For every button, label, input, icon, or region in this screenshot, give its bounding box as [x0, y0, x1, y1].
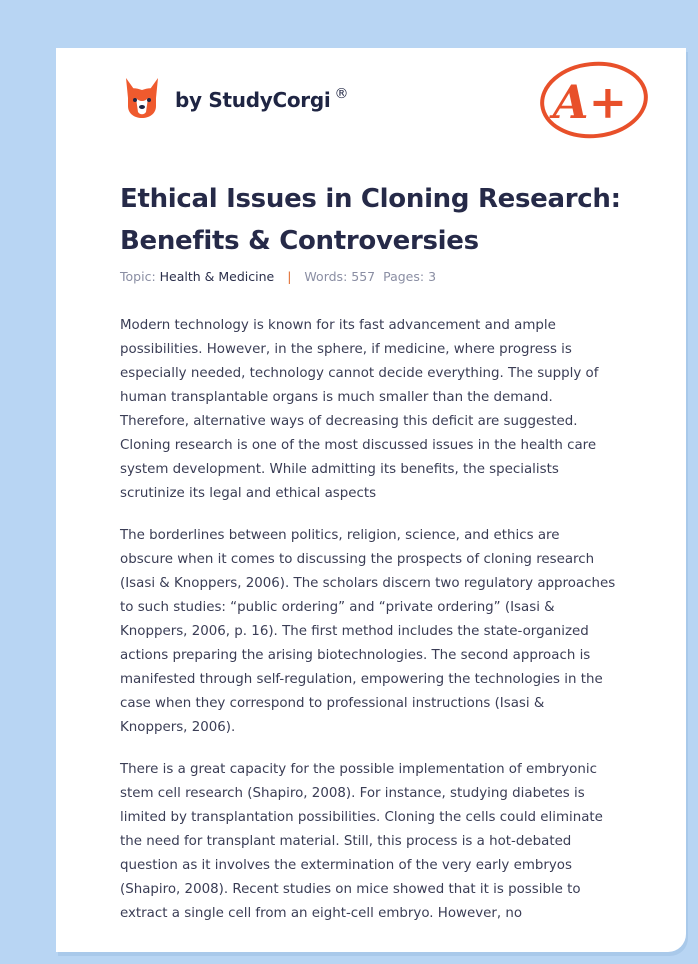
topic-label: Topic: [120, 269, 156, 284]
words-value: 557 [351, 269, 376, 284]
paragraph-line: system development. While admitting its benefits, the specialists [120, 462, 559, 477]
document-meta [120, 269, 436, 284]
topic-link[interactable]: Health & Medicine [159, 269, 275, 284]
paragraph-line: obscure when it comes to discussing the prospects of cloning research [120, 552, 595, 567]
words-label: Words: [304, 269, 348, 284]
a-plus-grade-icon [534, 56, 654, 142]
pages-label: Pages: [383, 269, 425, 284]
brand-name-text: by StudyCorgi [175, 88, 331, 112]
paragraph-line: limited by transplantation possibilities. Cloning the cells could eliminate [120, 810, 603, 825]
meta-separator: | [287, 269, 292, 284]
paragraph-line: actions preparing the arising biotechnologies. The second approach is [120, 648, 591, 663]
pages-value: 3 [428, 269, 437, 284]
paragraph-line: scrutinize its legal and ethical aspects [120, 486, 377, 501]
paragraph-line: Therefore, alternative ways of decreasing this deficit are suggested. [120, 414, 578, 429]
paragraph-line: human transplantable organs is much smaller than the demand. [120, 390, 553, 405]
paragraph-line: the need for transplant material. Still, this process is a hot-debated [120, 834, 572, 849]
page-title [120, 178, 640, 262]
grade-text: A+ [552, 75, 628, 129]
paragraph-line: possibilities. However, in the sphere, if medicine, where progress is [120, 342, 572, 357]
paragraph-line: extract a single cell from an eight-cell embryo. However, no [120, 906, 523, 921]
paragraph-line: case when they correspond to professional instructions (Isasi & [120, 696, 545, 711]
paragraph-line: stem cell research (Shapiro, 2008). For instance, studying diabetes is [120, 786, 585, 801]
paragraph-line: Cloning research is one of the most discussed issues in the health care [120, 438, 597, 453]
paragraph-line: question as it involves the extermination of the very early embryos [120, 858, 572, 873]
paragraph-line: to such studies: “public ordering” and “private ordering” (Isasi & [120, 600, 555, 615]
paragraph-2 [120, 524, 640, 740]
paragraph-line: Knoppers, 2006, p. 16). The first method includes the state-organized [120, 624, 589, 639]
paragraph-line: Modern technology is known for its fast advancement and ample [120, 318, 556, 333]
paragraph-line: (Isasi & Knoppers, 2006). The scholars discern two regulatory approaches [120, 576, 616, 591]
essay-body [120, 314, 640, 944]
document-sheet [56, 48, 686, 952]
paragraph-line: Knoppers, 2006). [120, 720, 236, 735]
paragraph-line: The borderlines between politics, religion, science, and ethics are [120, 528, 560, 543]
paragraph-line: (Shapiro, 2008). Recent studies on mice showed that it is possible to [120, 882, 581, 897]
corgi-icon [122, 76, 162, 120]
studycorgi-logo[interactable] [122, 76, 348, 120]
paragraph-1 [120, 314, 640, 506]
title-line-1: Ethical Issues in Cloning Research: [120, 184, 621, 214]
title-line-2: Benefits & Controversies [120, 226, 479, 256]
paragraph-line: especially needed, technology cannot decide everything. The supply of [120, 366, 599, 381]
paragraph-3 [120, 758, 640, 926]
brand-name [175, 88, 348, 112]
registered-mark: ® [334, 86, 349, 102]
paragraph-line: manifested through self-regulation, empowering the technologies in the [120, 672, 603, 687]
paragraph-line: There is a great capacity for the possible implementation of embryonic [120, 762, 597, 777]
